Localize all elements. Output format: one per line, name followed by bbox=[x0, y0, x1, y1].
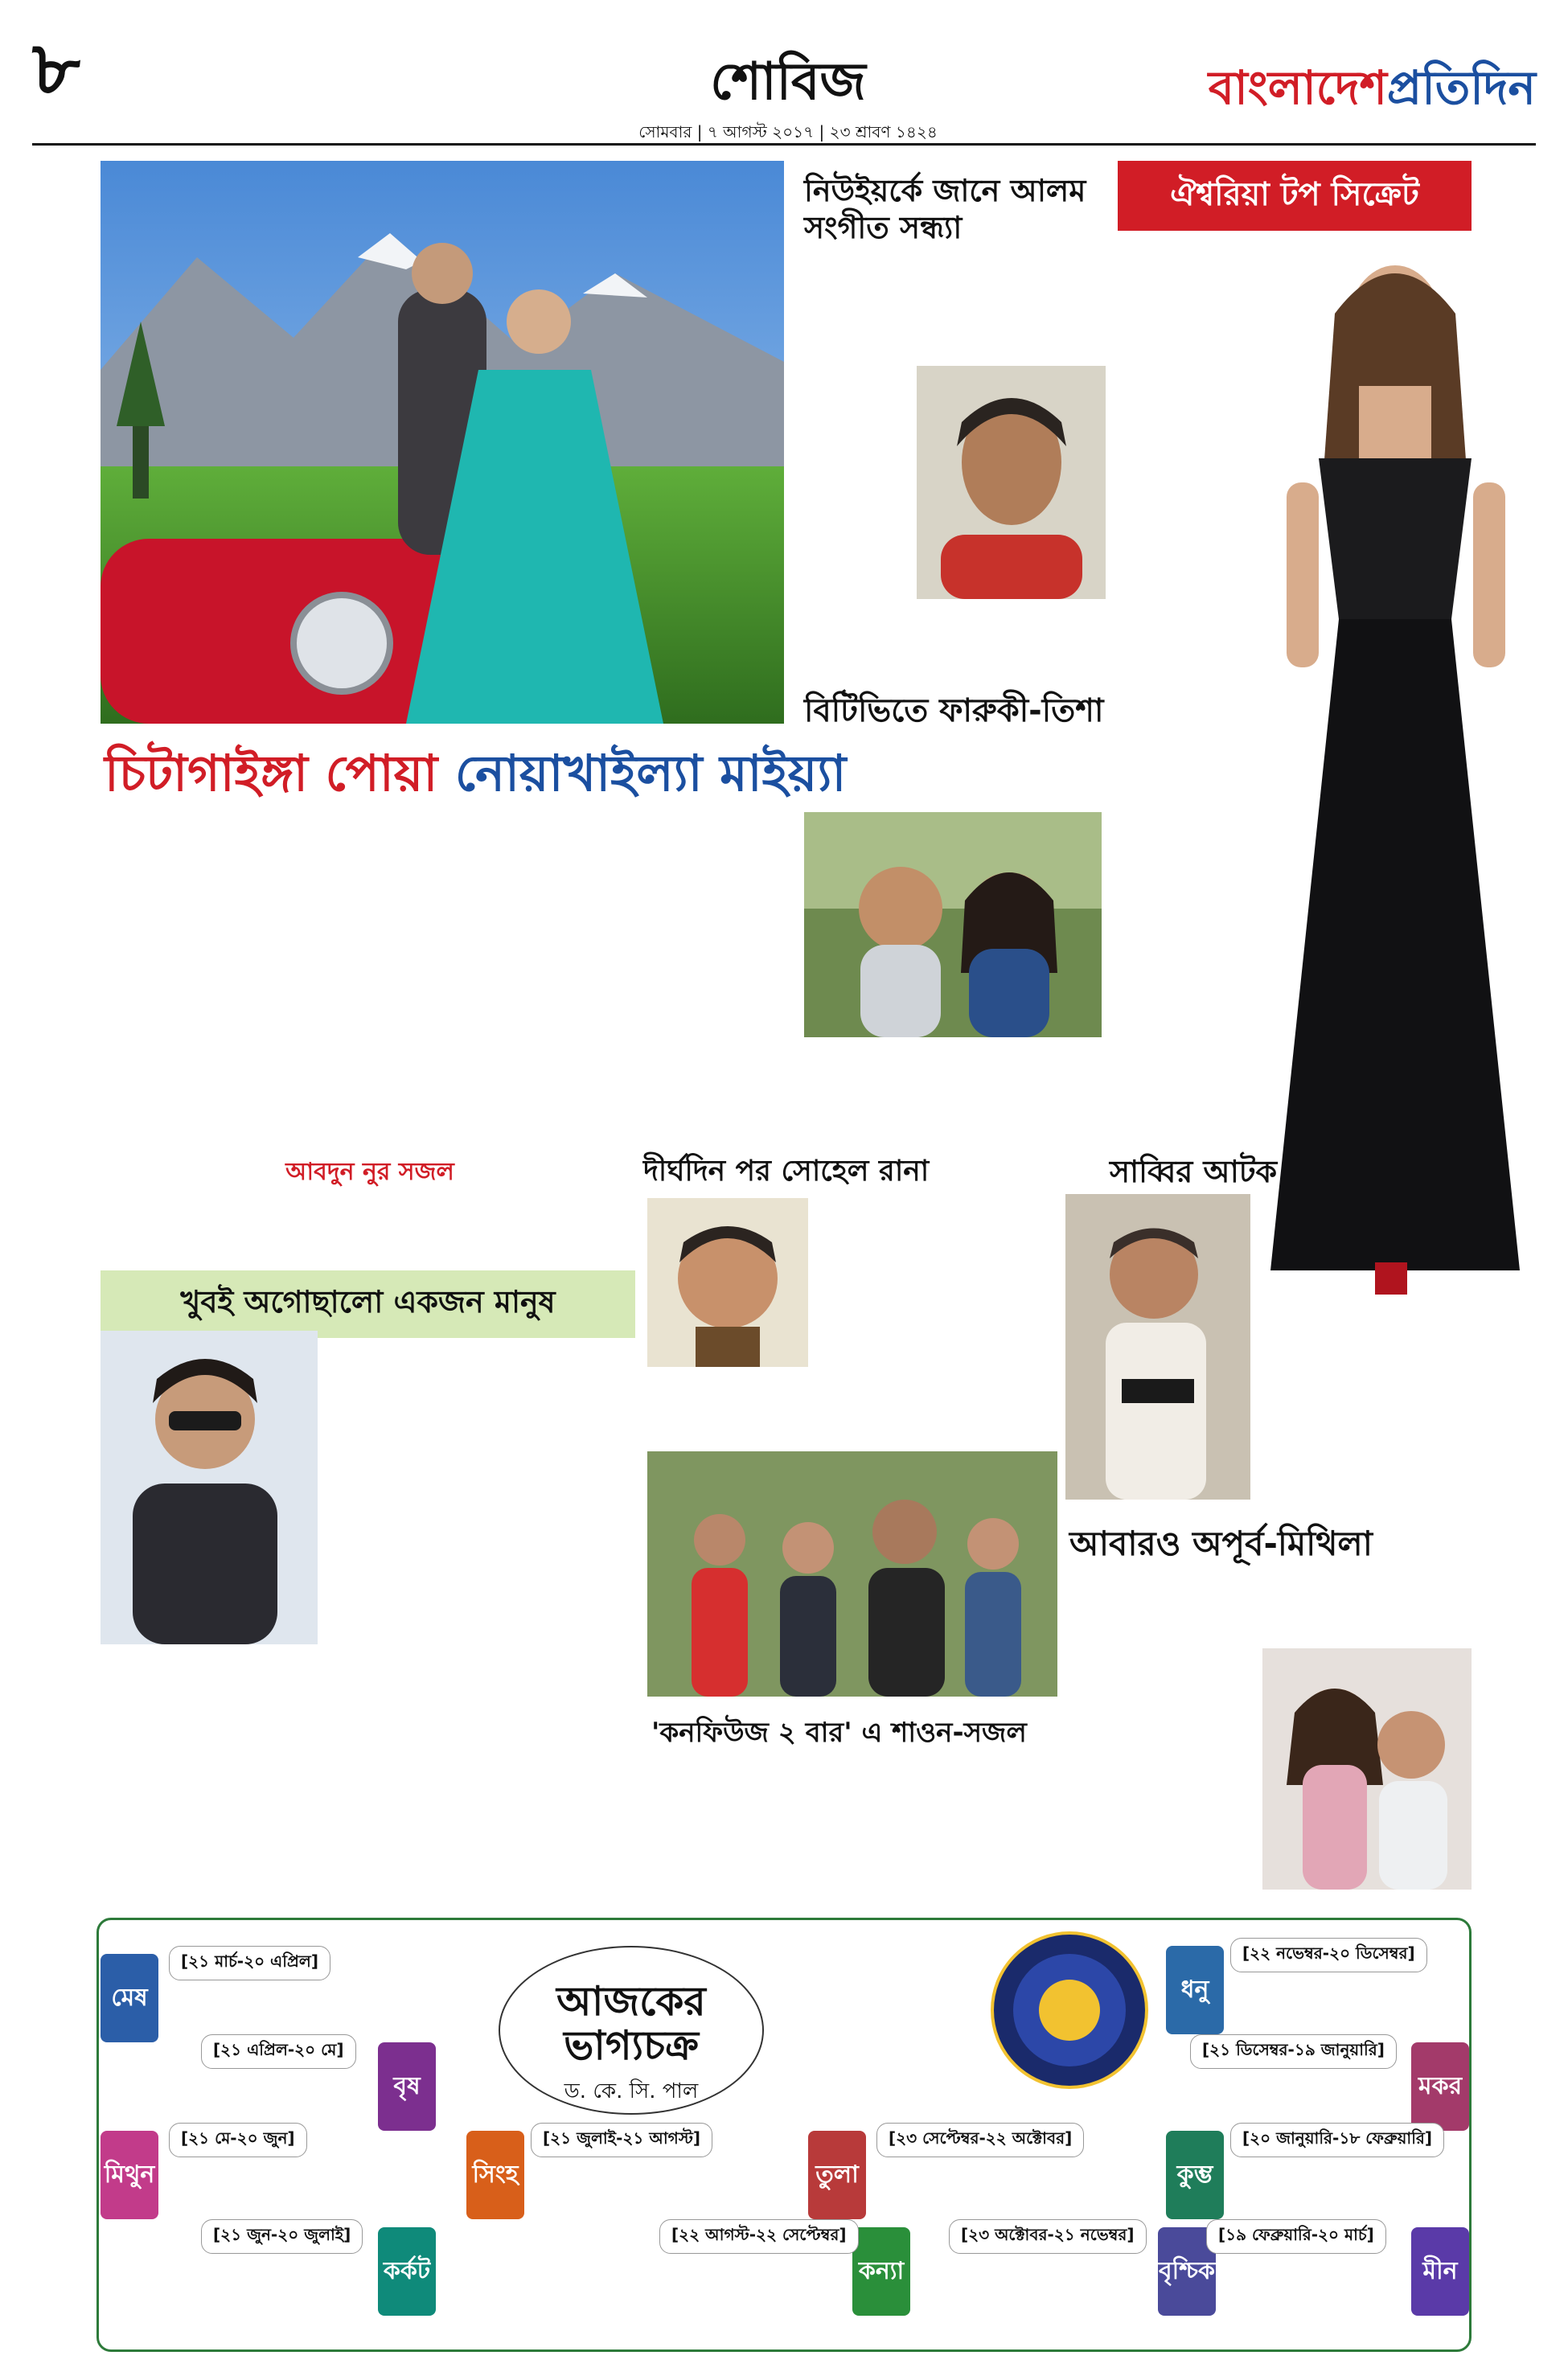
lead-headline bbox=[105, 744, 847, 803]
lead-headline-part-b: নোয়াখাইল্যা মাইয়্যা bbox=[454, 744, 847, 802]
sajal-photo bbox=[101, 1331, 318, 1644]
sign-singha-range: [২১ জুলাই-২১ আগস্ট] bbox=[531, 2123, 712, 2157]
sign-brisha-range: [২১ এপ্রিল-২০ মে] bbox=[201, 2034, 356, 2069]
sign-kumbha-range: [২০ জানুয়ারি-১৮ ফেব্রুয়ারি] bbox=[1230, 2123, 1444, 2157]
lead-photo-graphic bbox=[101, 161, 784, 724]
apurbo-photo-graphic bbox=[1262, 1648, 1472, 1890]
horoscope-title-circle bbox=[499, 1946, 764, 2115]
sohel-photo-graphic bbox=[647, 1198, 808, 1367]
sign-singha: সিংহ bbox=[466, 2131, 524, 2219]
page-number: ৮ bbox=[32, 26, 80, 112]
alam-photo bbox=[917, 366, 1106, 599]
sajal-byline: আবদুন নুর সজল bbox=[285, 1158, 454, 1186]
section-title: শোবিজ bbox=[710, 52, 866, 112]
sajal-title-band bbox=[101, 1270, 635, 1338]
aishwarya-photo-graphic bbox=[1262, 241, 1528, 1311]
aishwarya-photo bbox=[1262, 241, 1528, 1311]
zodiac-wheel-image bbox=[989, 1930, 1150, 2091]
sign-dhanu: ধনু bbox=[1166, 1946, 1224, 2034]
dateline: সোমবার | ৭ আগস্ট ২০১৭ | ২৩ শ্রাবণ ১৪২৪ bbox=[638, 122, 938, 142]
sign-makar-range: [২১ ডিসেম্বর-১৯ জানুয়ারি] bbox=[1190, 2034, 1397, 2069]
sign-mithun: মিথুন bbox=[101, 2131, 158, 2219]
sign-karkat: কর্কট bbox=[378, 2227, 436, 2316]
sign-makar: মকর bbox=[1411, 2042, 1469, 2131]
sabbir-headline: সাব্বির আটক bbox=[1110, 1154, 1278, 1189]
apurbo-headline: আবারও অপূর্ব-মিথিলা bbox=[1069, 1524, 1373, 1563]
confuse-photo bbox=[647, 1451, 1057, 1697]
farooki-photo bbox=[804, 812, 1102, 1037]
sign-mithun-range: [২১ মে-২০ জুন] bbox=[169, 2123, 307, 2157]
alam-photo-graphic bbox=[917, 366, 1106, 599]
zodiac-wheel-graphic bbox=[989, 1930, 1150, 2091]
brand-logo bbox=[1208, 60, 1536, 115]
sign-kanya-range: [২২ আগস্ট-২২ সেপ্টেম্বর] bbox=[659, 2219, 859, 2254]
lead-photo bbox=[101, 161, 784, 724]
sign-brishchik-range: [২৩ অক্টোবর-২১ নভেম্বর] bbox=[949, 2219, 1147, 2254]
sajal-photo-graphic bbox=[101, 1331, 318, 1644]
farooki-headline: বিটিভিতে ফারুকী-তিশা bbox=[804, 692, 1104, 729]
sign-meen-range: [১৯ ফেব্রুয়ারি-২০ মার্চ] bbox=[1206, 2219, 1386, 2254]
lead-headline-part-a: চিটাগাইঙ্গা পোয়া bbox=[105, 744, 438, 802]
sign-karkat-range: [২১ জুন-২০ জুলাই] bbox=[201, 2219, 363, 2254]
sajal-title: খুবই অগোছালো একজন মানুষ bbox=[180, 1284, 556, 1319]
brand-part-1: বাংলাদেশ bbox=[1208, 60, 1387, 115]
aishwarya-headline: ঐশ্বরিয়া টপ সিক্রেট bbox=[1118, 161, 1472, 231]
sabbir-photo-graphic bbox=[1065, 1194, 1250, 1500]
sign-mesh-range: [২১ মার্চ-২০ এপ্রিল] bbox=[169, 1946, 330, 1980]
confuse-photo-graphic bbox=[647, 1451, 1057, 1697]
sign-dhanu-range: [২২ নভেম্বর-২০ ডিসেম্বর] bbox=[1230, 1938, 1427, 1972]
sohel-headline: দীর্ঘদিন পর সোহেল রানা bbox=[643, 1155, 930, 1188]
sign-meen: মীন bbox=[1411, 2227, 1469, 2316]
sign-brishchik: বৃশ্চিক bbox=[1158, 2227, 1216, 2316]
sabbir-photo bbox=[1065, 1194, 1250, 1500]
sohel-photo bbox=[647, 1198, 808, 1367]
brand-part-2: প্রতিদিন bbox=[1386, 60, 1536, 115]
sign-brisha: বৃষ bbox=[378, 2042, 436, 2131]
sign-tula-range: [২৩ সেপ্টেম্বর-২২ অক্টোবর] bbox=[876, 2123, 1084, 2157]
apurbo-photo bbox=[1262, 1648, 1472, 1890]
horoscope-author: ড. কে. সি. পাল bbox=[564, 2079, 699, 2103]
sign-tula: তুলা bbox=[808, 2131, 866, 2219]
confuse-headline: 'কনফিউজ ২ বার' এ শাওন-সজল bbox=[651, 1717, 1027, 1749]
sign-kumbha: কুম্ভ bbox=[1166, 2131, 1224, 2219]
alam-headline: নিউইয়র্কে জানে আলম সংগীত সন্ধ্যা bbox=[804, 173, 1086, 245]
horoscope-title: আজকের ভাগ্যচক্র bbox=[556, 1978, 706, 2069]
sign-mesh: মেষ bbox=[101, 1954, 158, 2042]
farooki-photo-graphic bbox=[804, 812, 1102, 1037]
masthead-rule bbox=[32, 143, 1536, 146]
sign-kanya: কন্যা bbox=[852, 2227, 910, 2316]
